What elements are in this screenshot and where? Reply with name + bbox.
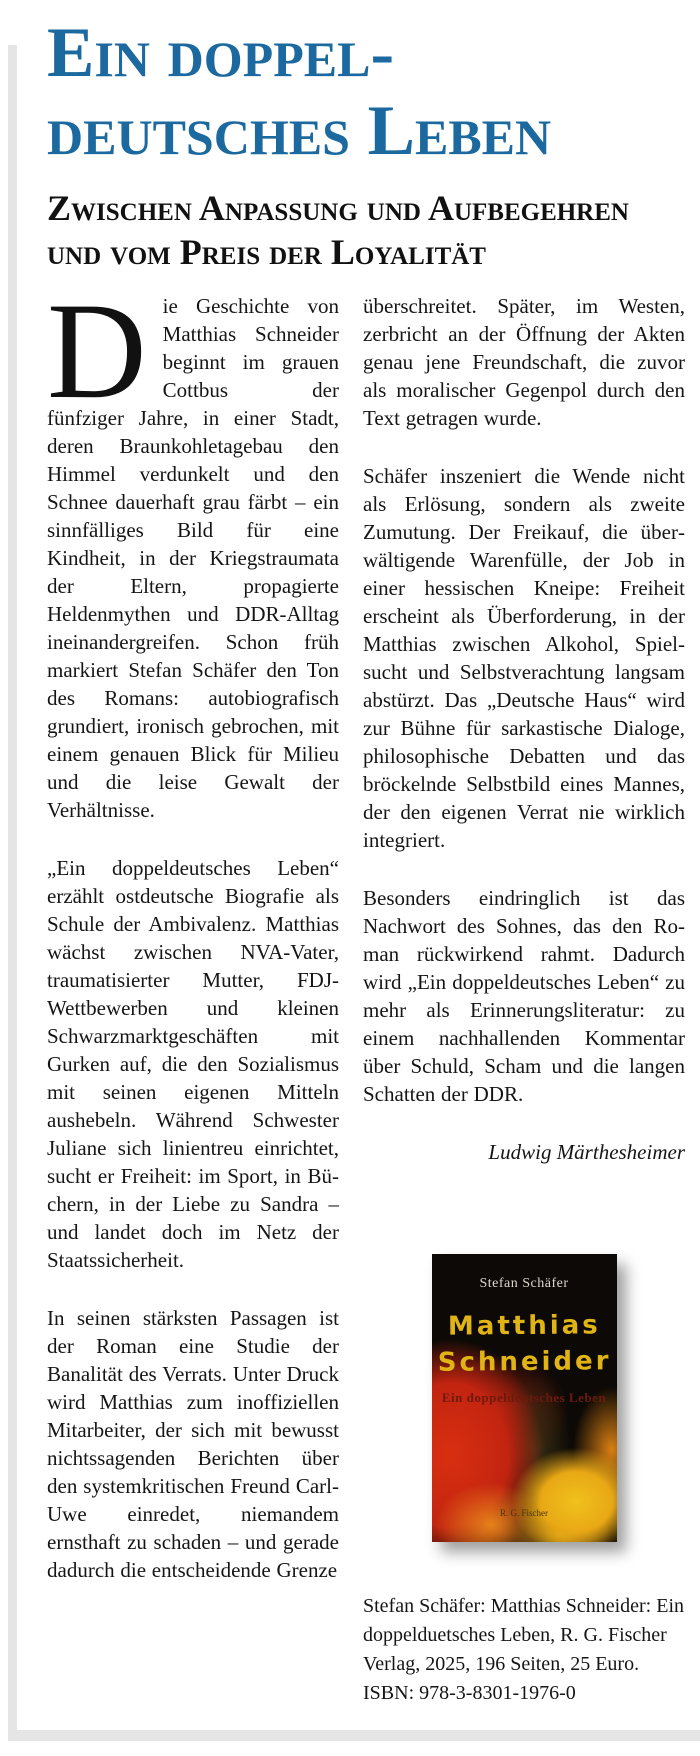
cover-title-line-1: Matthias — [447, 1310, 601, 1342]
book-cover-image — [432, 1254, 617, 1542]
article-subtitle — [47, 186, 685, 274]
subtitle-line-2: und vom Preis der Loyalität — [47, 232, 486, 272]
book-citation: Stefan Schäfer: Matthias Schneider: Ein doppelduetsches Leben, R. G. Fischer Verlag, 2025, 196 Seiten, 25 Euro. ISBN: 978-3-8301-1976-0 — [363, 1595, 685, 1704]
paragraph-text: ie Geschichte von Matthias Schneider beginnt im grauen Cottbus der fünfziger Jahre, in einer Stadt, deren Braunkohletagebau den Himmel verdunkelt und den Schnee dauerhaft grau färbt – ein sinnfälliges Bild für eine Kindheit, in der Kriegstraumata der Eltern, propagierte Heldenmythen und DDR-Alltag ineinandergreifen. Schon früh markiert Stefan Schäfer den Ton des Romans: autobiografisch grundiert, ironisch gebrochen, mit einem genauen Blick für Milieu und die leise Gewalt der Verhältnisse. — [47, 294, 339, 822]
cover-publisher-text: R. G. Fischer — [500, 1508, 548, 1518]
subtitle-line-1: Zwischen Anpassung und Aufbegehren — [47, 188, 629, 228]
body-paragraph — [47, 274, 339, 824]
title-line-1: Ein doppel- — [47, 14, 395, 92]
bottom-rule-bar — [17, 1730, 700, 1741]
body-paragraph: In seinen stärksten Passagen ist der Roman eine Studie der Banalität des Verrats. Unter Druck wird Matthias zum inoffiziellen Mitarbeiter, der sich mit bewusst nichtssagenden Berichten über den systemkritischen Freund Carl-Uwe einredet, niemandem ernsthaft zu schaden – und gerade dadurch die entscheidende Grenze — [47, 1306, 339, 1582]
column-left — [47, 274, 339, 1708]
article-title — [47, 14, 685, 170]
cover-subtitle-text: Ein doppeldeutsches Leben — [441, 1390, 607, 1405]
body-paragraph: „Ein doppeldeutsches Leben“ erzählt ostdeutsche Biografie als Schule der Ambivalenz. Matthias wächst zwischen NVA-Vater, traumatisierter Mutter, FDJ-Wettbewerben und kleinen Schwarzmarktgeschäften mit Gurken auf, die den Sozialismus mit seinen eigenen Mitteln aushebeln. Während Schwester Juliane sich linientreu einrichtet, sucht er Freiheit: im Sport, in Büchern, in der Liebe zu Sandra – und landet doch im Netz der Staatssicherheit. — [47, 856, 339, 1272]
cover-title-line-2: Schneider — [437, 1346, 612, 1378]
column-right — [363, 292, 685, 1708]
article-content — [47, 14, 685, 1708]
author-byline: Ludwig Märthesheimer — [488, 1140, 685, 1164]
body-paragraph: Besonders eindringlich ist das Nachwort des Sohnes, das den Roman rückwirkend rahmt. Dadurch wird „Ein doppeldeutsches Leben“ zu mehr als Erinnerungsliteratur: zu einem nachhallenden Kommentar über Schuld, Scham und die langen Schatten der DDR. — [363, 886, 685, 1106]
cover-author-text: Stefan Schäfer — [479, 1276, 569, 1291]
title-line-2: deutsches Leben — [47, 92, 552, 170]
two-column-body — [47, 274, 685, 1708]
body-paragraph: überschreitet. Später, im Westen, zerbricht an der Öffnung der Akten genau jene Freundschaft, die zuvor als moralischer Gegenpol durch den Text getragen wurde. — [363, 294, 685, 430]
left-rule-bar — [8, 45, 17, 1741]
cover-title-text — [431, 1307, 617, 1381]
drop-cap: D — [47, 274, 147, 427]
body-paragraph: Schäfer inszeniert die Wende nicht als Erlösung, sondern als zweite Zumutung. Der Freikauf, die überwältigende Warenfülle, der Job in einer hessischen Kneipe: Freiheit erscheint als Überforderung, in der Matthias zwischen Alkohol, Spielsucht und Selbstverachtung langsam abstürzt. Das „Deutsche Haus“ wird zur Bühne für sarkastische Dialoge, philosophische Debatten und das bröckelnde Selbstbild eines Mannes, der den eigenen Verrat nie wirklich integriert. — [363, 464, 685, 852]
